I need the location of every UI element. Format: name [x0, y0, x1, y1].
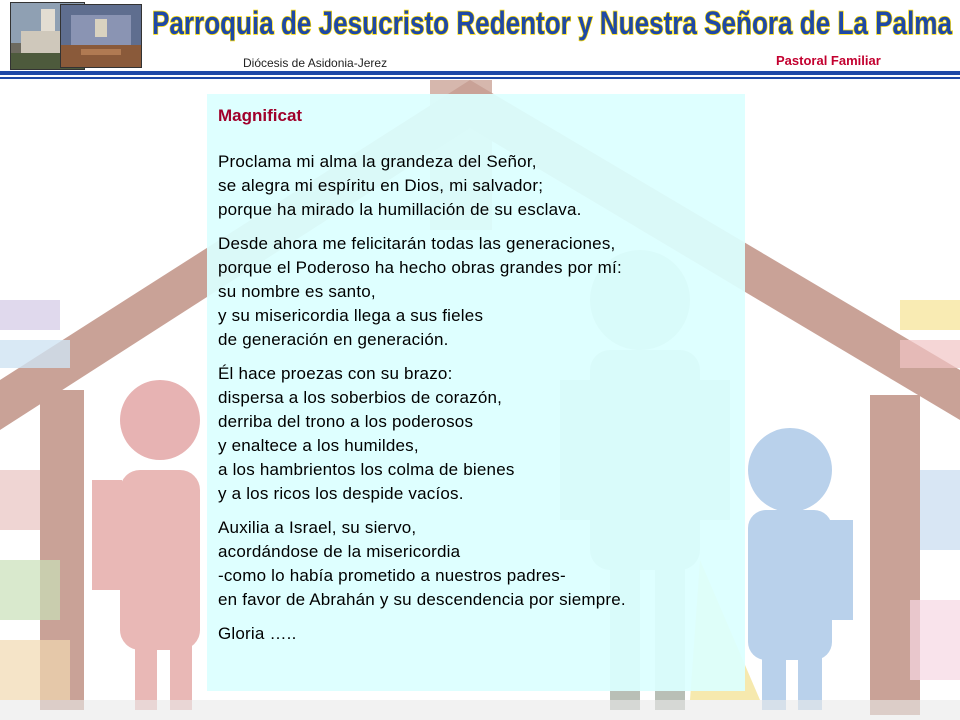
- prayer-stanza: [218, 232, 735, 352]
- prayer-line: y a los ricos los despide vacíos.: [218, 484, 464, 503]
- prayer-line: se alegra mi espíritu en Dios, mi salvador;: [218, 176, 544, 195]
- church-interior-photo: [60, 4, 142, 68]
- prayer-line: Él hace proezas con su brazo:: [218, 364, 453, 383]
- prayer-line: su nombre es santo,: [218, 282, 376, 301]
- parish-title: [148, 0, 956, 44]
- prayer-line: dispersa a los soberbios de corazón,: [218, 388, 503, 407]
- prayer-line: -como lo había prometido a nuestros padres-: [218, 566, 566, 585]
- prayer-line: de generación en generación.: [218, 330, 449, 349]
- parish-title-text: Parroquia de Jesucristo Redentor y Nuestra Señora de La Palma: [152, 5, 953, 41]
- prayer-stanza: [218, 516, 735, 612]
- prayer-line: porque el Poderoso ha hecho obras grandes por mí:: [218, 258, 622, 277]
- prayer-stanza: [218, 622, 735, 646]
- prayer-line: Auxilia a Israel, su siervo,: [218, 518, 417, 537]
- prayer-line: en favor de Abrahán y su descendencia por siempre.: [218, 590, 626, 609]
- prayer-line: Gloria …..: [218, 624, 297, 643]
- diocese-label: Diócesis de Asidonia-Jerez: [243, 56, 388, 70]
- prayer-line: acordándose de la misericordia: [218, 542, 461, 561]
- prayer-stanza: [218, 362, 735, 506]
- prayer-line: a los hambrientos los colma de bienes: [218, 460, 515, 479]
- section-label: Pastoral Familiar: [776, 53, 881, 68]
- prayer-line: Proclama mi alma la grandeza del Señor,: [218, 152, 537, 171]
- prayer-line: porque ha mirado la humillación de su esclava.: [218, 200, 582, 219]
- prayer-line: Desde ahora me felicitarán todas las generaciones,: [218, 234, 616, 253]
- prayer-line: derriba del trono a los poderosos: [218, 412, 474, 431]
- prayer-line: y su misericordia llega a sus fieles: [218, 306, 484, 325]
- prayer-stanza: [218, 150, 735, 222]
- prayer-line: y enaltece a los humildes,: [218, 436, 419, 455]
- header-rule-thick: [0, 71, 960, 75]
- prayer-title: Magnificat: [218, 106, 303, 125]
- header-rule-thin: [0, 77, 960, 79]
- prayer-text-box: [207, 94, 745, 691]
